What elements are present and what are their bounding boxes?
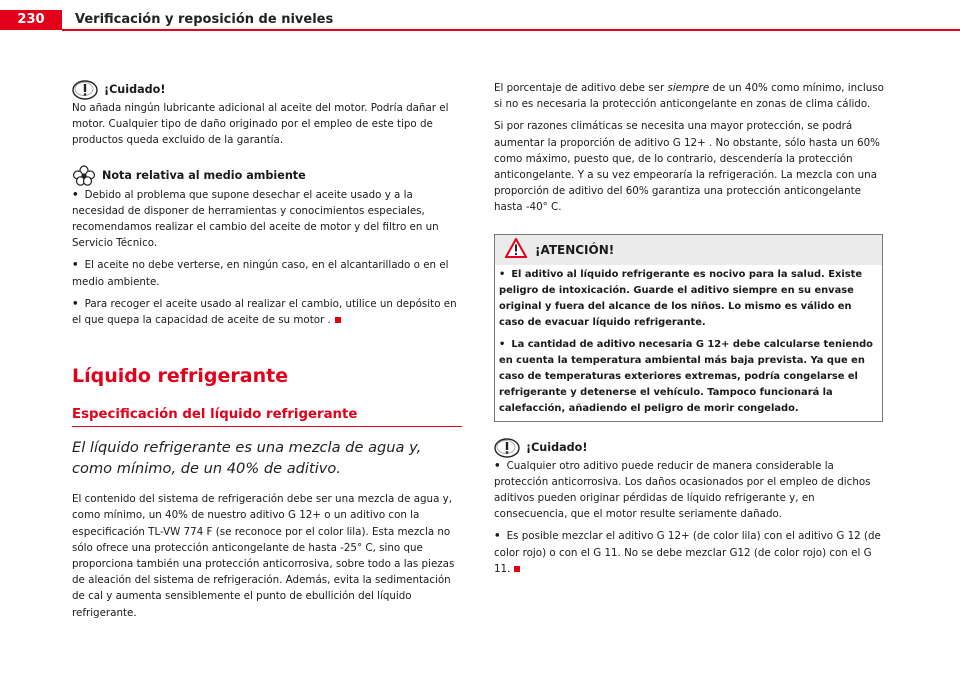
header-rule [62, 29, 960, 31]
lead-paragraph: El líquido refrigerante es una mezcla de agua y, como mínimo, de un 40% de aditivo. [72, 439, 422, 478]
list-item: • La cantidad de aditivo necesaria G 12+ debe calcularse teniendo en cuenta la temperatura ambiental más baja prevista. Ya que en caso de temperaturas exteriores extremas, podría congelarse el refrigerante y detenerse el vehículo. Tampoco funcionará la calefacción, añadiendo el peligro de morir congelado. [499, 338, 873, 414]
list-item: • El aditivo al líquido refrigerante es nocivo para la salud. Existe peligro de intoxicación. Guarde el aditivo siempre en su envase original y fuera del alcance de los niños. Lo mismo es válido en caso de evacuar líquido refrigerante. [499, 268, 863, 328]
paragraph-additive-minimum: El porcentaje de aditivo debe ser siempre de un 40% como mínimo, incluso si no es necesaria la protección anticongelante en zonas de clima cálido. [494, 82, 884, 111]
paragraph-additive-maximum: Si por razones climáticas se necesita una mayor protección, se podrá aumentar la proporción de aditivo G 12+ . No obstante, sólo hasta un 60% como máximo, puesto que, de lo contrario, descendería la protección anticongelante. Y a su vez empeoraría la refrigeración. La mezcla con una proporción de aditivo del 60% garantiza una protección anticongelante hasta -40° C. [494, 120, 880, 214]
environment-heading [72, 165, 462, 187]
end-of-section-marker [514, 566, 520, 572]
flower-icon [72, 165, 96, 187]
left-column [72, 80, 462, 621]
warning-body [495, 265, 882, 421]
list-item: • El aceite no debe verterse, en ningún caso, en el alcantarillado o en el medio ambiente. [72, 259, 449, 288]
list-item: • Para recoger el aceite usado al realizar el cambio, utilice un depósito en el que quepa la capacidad de aceite de su motor . [72, 297, 457, 327]
caution-text: No añada ningún lubricante adicional al aceite del motor. Podría dañar el motor. Cualquier tipo de daño originado por el empleo de este tipo de productos queda excluido de la garantía. [72, 102, 449, 147]
body-paragraph: El contenido del sistema de refrigeración debe ser una mezcla de agua y, como mínimo, un 40% de nuestro aditivo G 12+ o un aditivo con la especificación TL-VW 774 F (se reconoce por el color lila). Esta mezcla no sólo ofrece una protección anticongelante de hasta -25° C, sino que proporciona también una protección anticorrosiva, sobre todo a las piezas de aleación del sistema de refrigeración. Además, evita la sedimentación de cal y aumenta sensiblemente el punto de ebullición del líquido refrigerante. [72, 493, 455, 619]
page-header [0, 0, 960, 30]
warning-heading [495, 235, 882, 265]
warning-title: ¡ATENCIÓN! [535, 242, 615, 257]
caution-icon [72, 80, 98, 100]
caution-title: ¡Cuidado! [526, 440, 588, 454]
environment-title: Nota relativa al medio ambiente [102, 168, 306, 182]
caution-title: ¡Cuidado! [104, 83, 166, 96]
page-title: Verificación y reposición de niveles [75, 12, 334, 27]
right-column [494, 80, 884, 577]
list-item: • Es posible mezclar el aditivo G 12+ (de color lila) con el aditivo G 12 (de color rojo) o con el G 11. No se debe mezclar G12 (de color rojo) con el G 11. [494, 530, 881, 575]
caution-icon [494, 438, 520, 458]
warning-box [494, 234, 883, 422]
caution-heading [72, 80, 462, 100]
list-item: • Cualquier otro aditivo puede reducir de manera considerable la protección anticorrosiva. Los daños ocasionados por el empleo de dichos aditivos pueden originar pérdidas de líquido refrigerante y, en consecuencia, que el motor resulte seriamente dañado. [494, 459, 871, 521]
caution-heading [494, 438, 884, 458]
list-item: • Debido al problema que supone desechar el aceite usado y a la necesidad de disponer de herramientas y conocimientos especiales, recomendamos realizar el cambio del aceite de motor y del filtro en un Servicio Técnico. [72, 188, 439, 250]
subsection-title: Especificación del líquido refrigerante [72, 407, 358, 423]
end-of-section-marker [335, 317, 341, 323]
page-number: 230 [0, 10, 62, 30]
section-title: Líquido refrigerante [72, 365, 289, 388]
warning-triangle-icon [505, 238, 527, 262]
